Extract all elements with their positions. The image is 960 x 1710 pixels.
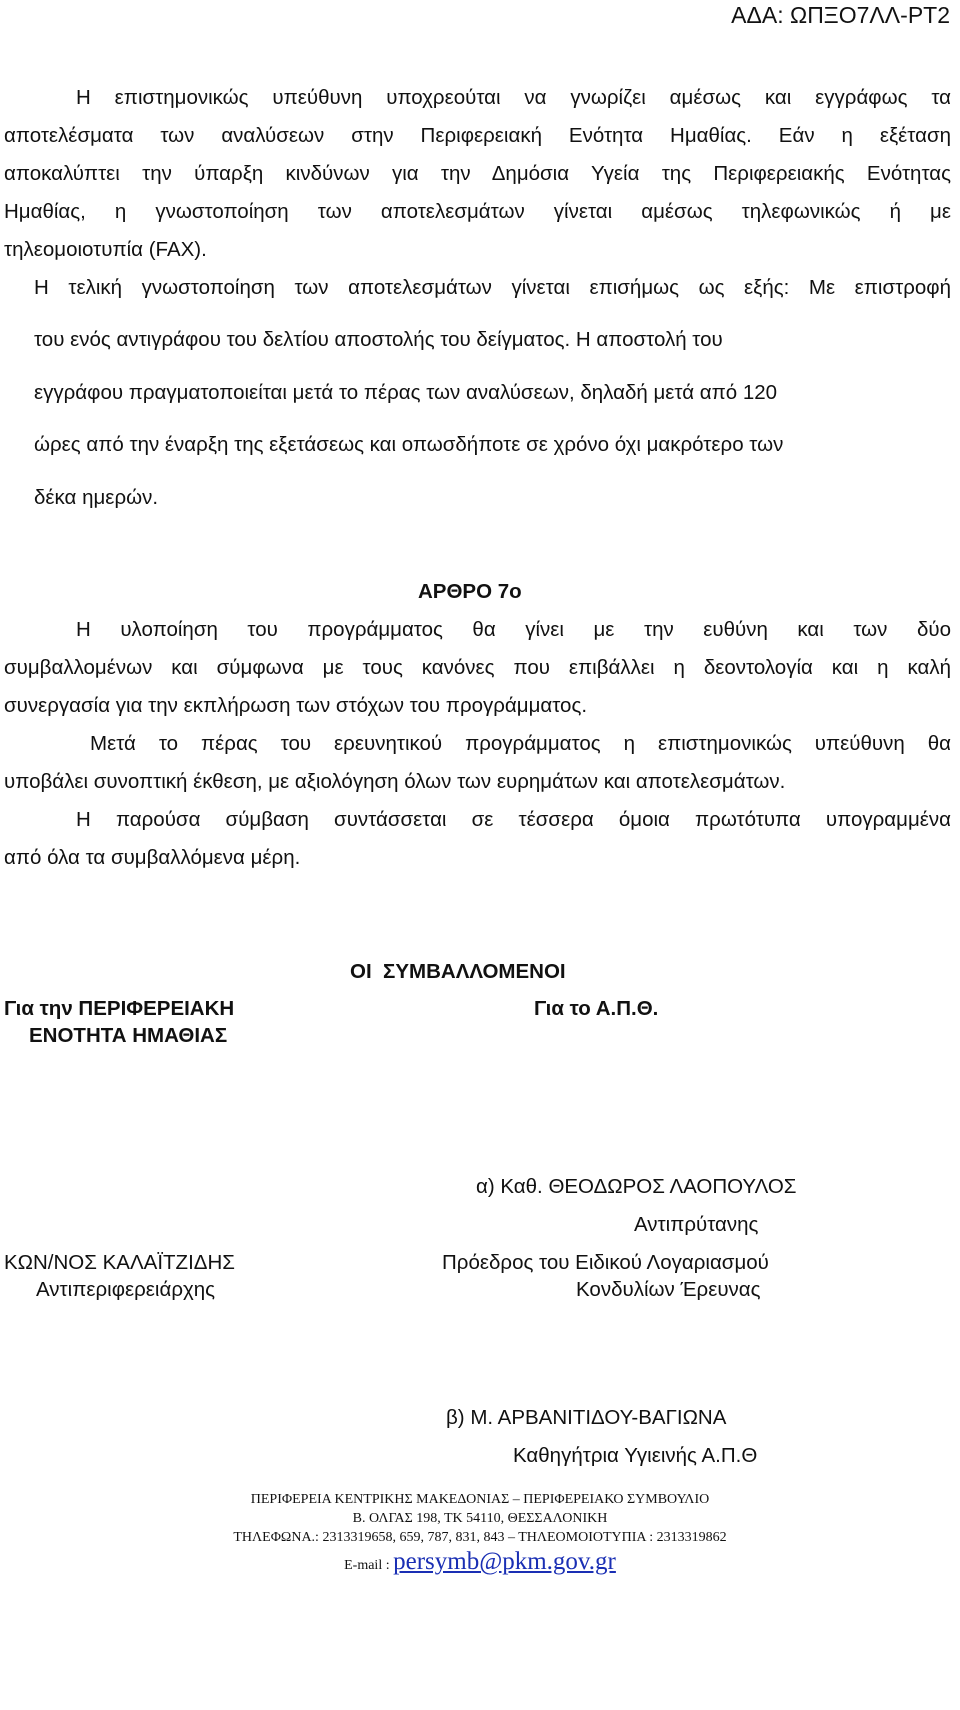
article-line: Μετά το πέρας του ερευνητικού προγράμματος η επιστημονικώς υπεύθυνη θα [90,732,951,755]
ada-code: ΑΔΑ: ΩΠΞΟ7ΛΛ-ΡΤ2 [731,2,950,28]
body-line: Ημαθίας, η γνωστοποίηση των αποτελεσμάτων γίνεται αμέσως τηλεφωνικώς ή με [4,200,951,223]
article-title: ΑΡΘΡΟ 7ο [418,580,522,603]
article-line: Η υλοποίηση του προγράμματος θα γίνει με την ευθύνη και των δύο [76,618,951,641]
body-line: του ενός αντιγράφου του δελτίου αποστολής του δείγματος. Η αποστολή του [34,328,723,351]
body-line: αποτελέσματα των αναλύσεων στην Περιφερειακή Ενότητα Ημαθίας. Εάν η εξέταση [4,124,951,147]
right-party: Για το Α.Π.Θ. [534,997,659,1020]
left-signatory-role: Αντιπεριφερειάρχης [36,1278,216,1301]
signatures-heading: ΟΙ ΣΥΜΒΑΛΛΟΜΕΝΟΙ [350,960,566,983]
article-line: Η παρούσα σύμβαση συντάσσεται σε τέσσερα όμοια πρωτότυπα υπογραμμένα [76,808,951,831]
footer-line: ΠΕΡΙΦΕΡΕΙΑ ΚΕΝΤΡΙΚΗΣ ΜΑΚΕΔΟΝΙΑΣ – ΠΕΡΙΦΕΡΕΙΑΚΟ ΣΥΜΒΟΥΛΙΟ [250,1492,710,1507]
left-party-line2: ΕΝΟΤΗΤΑ ΗΜΑΘΙΑΣ [29,1024,228,1047]
signatory-a-role: Κονδυλίων Έρευνας [576,1278,761,1301]
article-line: συμβαλλομένων και σύμφωνα με τους κανόνες που επιβάλλει η δεοντολογία και η καλή [4,656,951,679]
signatory-a-role: Αντιπρύτανης [634,1213,759,1236]
body-line: Η τελική γνωστοποίηση των αποτελεσμάτων γίνεται επισήμως ως εξής: Με επιστροφή [34,276,951,299]
signatory-b-role: Καθηγήτρια Υγιεινής Α.Π.Θ [513,1444,758,1467]
article-line: από όλα τα συμβαλλόμενα μέρη. [4,846,301,869]
signatory-b-name: β) Μ. ΑΡΒΑΝΙΤΙΔΟΥ-ΒΑΓΙΩΝΑ [446,1406,727,1429]
signatory-a-role: Πρόεδρος του Ειδικού Λογαριασμού [442,1251,769,1274]
body-line: δέκα ημερών. [34,486,159,509]
left-party-line1: Για την ΠΕΡΙΦΕΡΕΙΑΚΗ [4,997,235,1020]
footer-line: Β. ΟΛΓΑΣ 198, ΤΚ 54110, ΘΕΣΣΑΛΟΝΙΚΗ [352,1511,608,1526]
left-signatory-name: ΚΩΝ/ΝΟΣ ΚΑΛΑΪΤΖΙΔΗΣ [4,1251,235,1274]
body-line: αποκαλύπτει την ύπαρξη κινδύνων για την Δημόσια Υγεία της Περιφερειακής Ενότητας [4,162,951,185]
body-line: Η επιστημονικώς υπεύθυνη υποχρεούται να γνωρίζει αμέσως και εγγράφως τα [76,86,951,109]
footer-line: ΤΗΛΕΦΩΝΑ.: 2313319658, 659, 787, 831, 843 – ΤΗΛΕΟΜΟΙΟΤΥΠΙΑ : 2313319862 [233,1530,727,1545]
body-line: τηλεομοιοτυπία (FAX). [4,238,207,261]
article-line: συνεργασία για την εκπλήρωση των στόχων του προγράμματος. [4,694,588,717]
signatory-a-name: α) Καθ. ΘΕΟΔΩΡΟΣ ΛΑΟΠΟΥΛΟΣ [476,1175,797,1198]
email-link[interactable]: persymb@pkm.gov.gr [393,1548,616,1575]
footer-email-row [0,1548,960,1576]
article-line: υποβάλει συνοπτική έκθεση, με αξιολόγηση όλων των ευρημάτων και αποτελεσμάτων. [4,770,786,793]
body-line: εγγράφου πραγματοποιείται μετά το πέρας των αναλύσεων, δηλαδή μετά από 120 [34,381,778,404]
footer-email-label: E-mail : [344,1558,394,1573]
body-line: ώρες από την έναρξη της εξετάσεως και οπωσδήποτε σε χρόνο όχι μακρότερο των [34,433,784,456]
